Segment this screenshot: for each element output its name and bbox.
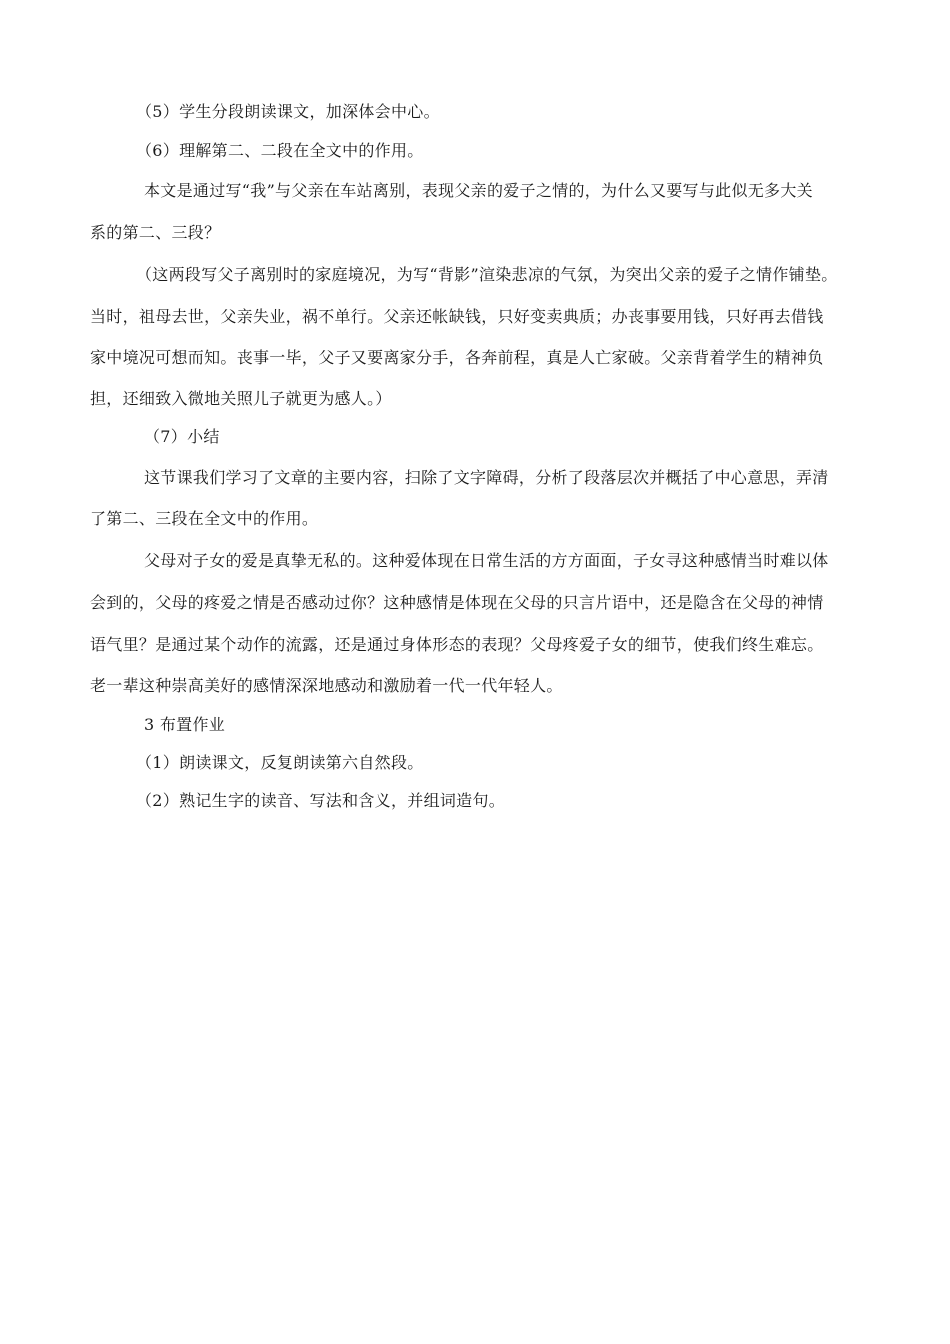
text-line: 语气里？是通过某个动作的流露，还是通过身体形态的表现？父母疼爱子女的细节，使我们终生难忘。 [90,635,824,654]
text-line: 系的第二、三段？ [90,223,221,242]
text-line: 当时，祖母去世，父亲失业，祸不单行。父亲还帐缺钱，只好变卖典质；办丧事要用钱，只好再去借钱 [90,307,824,326]
text-line: （2）熟记生字的读音、写法和含义，并组词造句。 [136,791,506,810]
text-line: 担，还细致入微地关照儿子就更为感人。） [90,389,392,408]
text-line: 家中境况可想而知。丧事一毕，父子又要离家分手，各奔前程，真是人亡家破。父亲背着学生的精神负 [90,348,824,367]
text-line: （6）理解第二、二段在全文中的作用。 [136,141,424,160]
text-line: 这节课我们学习了文章的主要内容，扫除了文字障碍，分析了段落层次并概括了中心意思，弄清 [144,468,829,487]
text-line: （1）朗读课文，反复朗读第六自然段。 [136,753,424,772]
section-heading: 3 布置作业 [144,715,226,734]
text-line: 会到的，父母的疼爱之情是否感动过你？这种感情是体现在父母的只言片语中，还是隐含在父母的神情 [90,593,824,612]
text-line: （这两段写父子离别时的家庭境况，为写“背影”渲染悲凉的气氛，为突出父亲的爱子之情作铺垫。 [136,265,838,284]
text-line: 老一辈这种崇高美好的感情深深地感动和激励着一代一代年轻人。 [90,676,563,695]
text-line: 父母对子女的爱是真挚无私的。这种爱体现在日常生活的方方面面，子女寻这种感情当时难以体 [144,551,829,570]
text-line: 本文是通过写“我”与父亲在车站离别，表现父亲的爱子之情的，为什么又要写与此似无多大关 [144,181,813,200]
section-heading: （7）小结 [144,427,220,446]
text-line: 了第二、三段在全文中的作用。 [90,509,319,528]
text-line: （5）学生分段朗读课文，加深体会中心。 [136,102,440,121]
